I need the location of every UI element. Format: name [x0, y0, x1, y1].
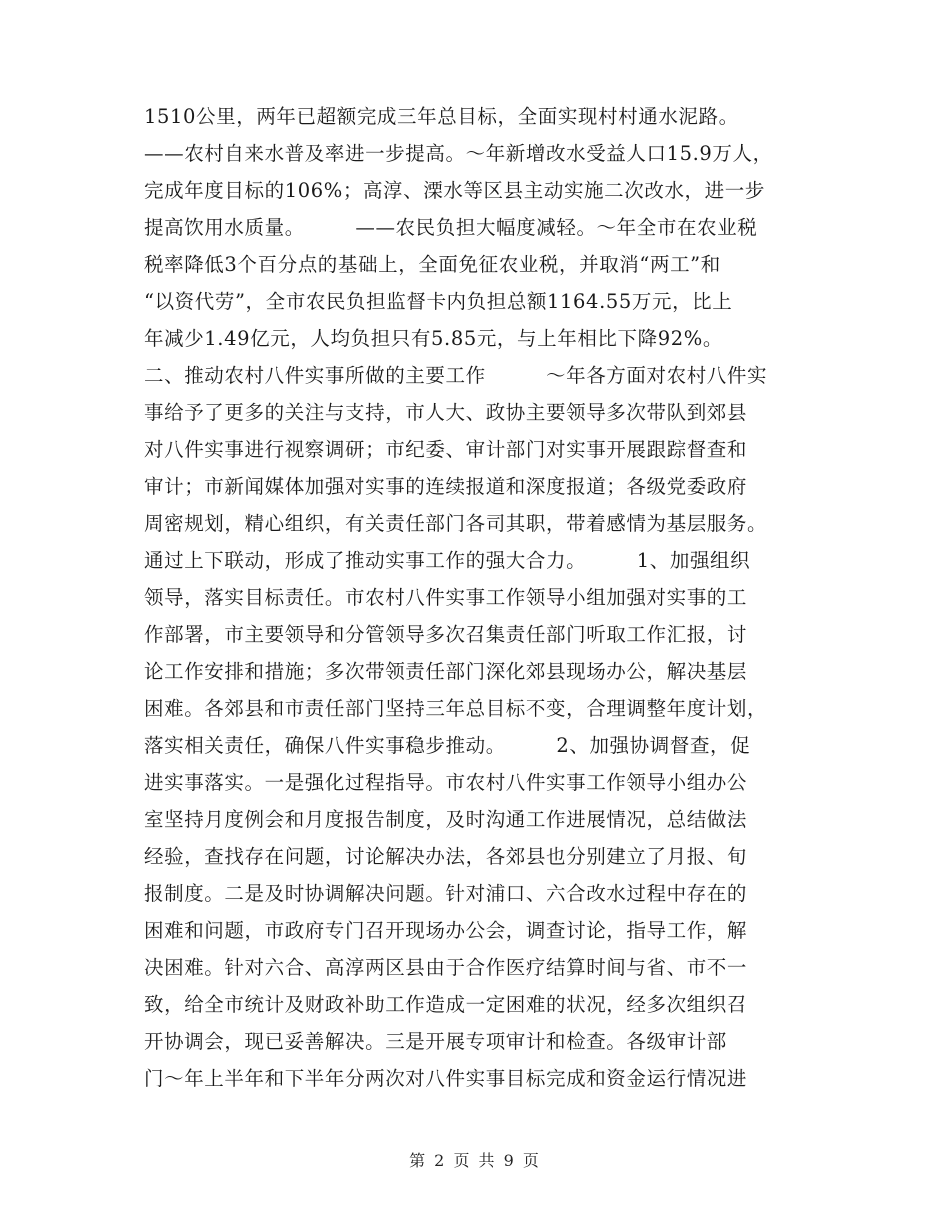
text-line: 审计；市新闻媒体加强对实事的连续报道和深度报道；各级党委政府 — [144, 475, 748, 498]
text-line: ——农村自来水普及率进一步提高。～年新增改水受益人口15.9万人， — [144, 142, 773, 165]
text-line: 作部署，市主要领导和分管领导多次召集责任部门听取工作汇报，讨 — [144, 623, 748, 646]
text-line: 开协调会，现已妥善解决。三是开展专项审计和检查。各级审计部 — [144, 1030, 727, 1053]
text-line: 完成年度目标的106%；高淳、溧水等区县主动实施二次改水，进一步 — [144, 179, 765, 202]
text-line: 室坚持月度例会和月度报告制度，及时沟通工作进展情况，总结做法 — [144, 808, 748, 831]
text-line: 落实相关责任，确保八件实事稳步推动。 2、加强协调督查，促 — [144, 734, 751, 757]
text-line: 困难。各郊县和市责任部门坚持三年总目标不变，合理调整年度计划， — [144, 697, 768, 720]
text-line: 困难和问题，市政府专门召开现场办公会，调查讨论，指导工作，解 — [144, 919, 748, 942]
text-line: “以资代劳”，全市农民负担监督卡内负担总额1164.55万元，比上 — [144, 290, 733, 313]
text-line: 论工作安排和措施；多次带领责任部门深化郊县现场办公，解决基层 — [144, 660, 748, 683]
text-line: 决困难。针对六合、高淳两区县由于合作医疗结算时间与省、市不一 — [144, 956, 748, 979]
text-line: 门～年上半年和下半年分两次对八件实事目标完成和资金运行情况进 — [144, 1067, 748, 1090]
text-line: 领导，落实目标责任。市农村八件实事工作领导小组加强对实事的工 — [144, 586, 748, 609]
page-number-footer: 第 2 页 共 9 页 — [409, 1151, 541, 1170]
text-line: 提高饮用水质量。 ——农民负担大幅度减轻。～年全市在农业税 — [144, 216, 758, 239]
text-line: 对八件实事进行视察调研；市纪委、审计部门对实事开展跟踪督查和 — [144, 438, 748, 461]
text-line: 税率降低3个百分点的基础上，全面免征农业税，并取消“两工”和 — [144, 253, 721, 276]
text-line: 通过上下联动，形成了推动实事工作的强大合力。 1、加强组织 — [144, 549, 751, 572]
text-line: 二、推动农村八件实事所做的主要工作 ～年各方面对农村八件实 — [144, 364, 768, 387]
text-line: 事给予了更多的关注与支持，市人大、政协主要领导多次带队到郊县 — [144, 401, 748, 424]
text-line: 年减少1.49亿元，人均负担只有5.85元，与上年相比下降92%。 — [144, 327, 723, 350]
text-line: 进实事落实。一是强化过程指导。市农村八件实事工作领导小组办公 — [144, 771, 748, 794]
text-line: 1510公里，两年已超额完成三年总目标，全面实现村村通水泥路。 — [144, 105, 739, 128]
body-text — [144, 98, 824, 1097]
text-line: 经验，查找存在问题，讨论解决办法，各郊县也分别建立了月报、旬 — [144, 845, 748, 868]
text-line: 周密规划，精心组织，有关责任部门各司其职，带着感情为基层服务。 — [144, 512, 768, 535]
text-line: 致，给全市统计及财政补助工作造成一定困难的状况，经多次组织召 — [144, 993, 748, 1016]
text-line: 报制度。二是及时协调解决问题。针对浦口、六合改水过程中存在的 — [144, 882, 748, 905]
